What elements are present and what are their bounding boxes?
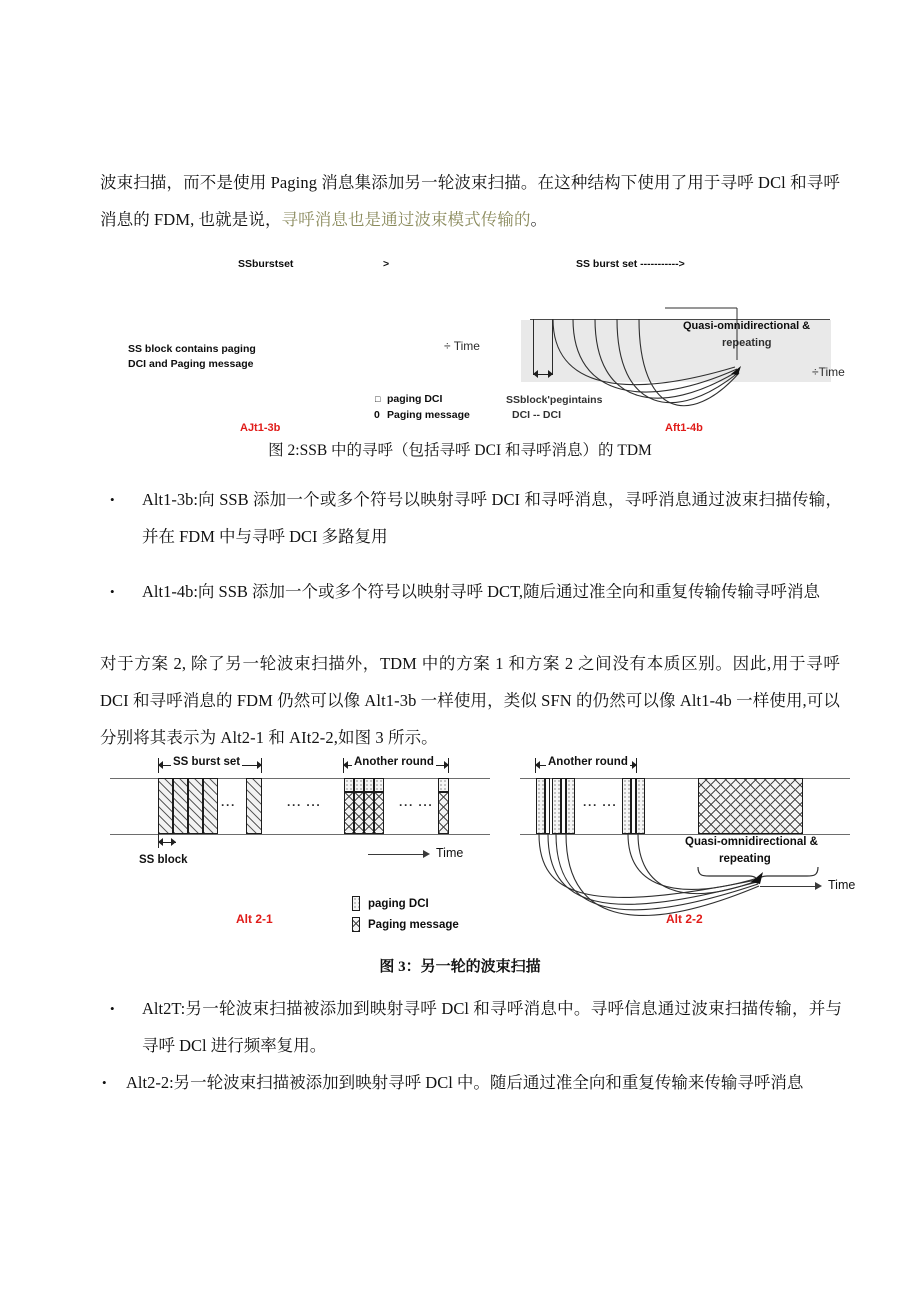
figure3-left-ssblock-3	[188, 778, 203, 834]
figure3-left-msg-1	[344, 792, 354, 834]
bullet-text: Alt1-3b:向 SSB 添加一个或多个符号以映射寻呼 DCI 和寻呼消息，寻呼消息通过波束扫描传输，并在 FDM 中与寻呼 DCI 多路复用	[142, 490, 842, 546]
figure3-legend-1-swatch	[352, 917, 360, 932]
figure3-left-msg-4	[374, 792, 384, 834]
figure3-left-rail-bottom	[110, 834, 490, 835]
bullet-item-alt1-3b	[100, 481, 842, 555]
figure2-legend-0-label: paging DCI	[387, 393, 443, 405]
figure3-legend-0-label: paging DCI	[368, 898, 429, 910]
figure3-left-anotherround-label: Another round	[354, 756, 434, 768]
figure2-right-note-line1: SSblock'pegintains	[506, 394, 603, 406]
figure3-left-ssblock-label: SS block	[139, 854, 188, 866]
paragraph-1-part-a: 波束扫描，而不是使用 Paging 消息集添加另一轮波束扫描。在这种结构下使用了用于寻呼 DCl 和寻呼消息的 FDM, 也就是说，	[100, 173, 840, 229]
bullet-marker: •	[102, 1075, 107, 1090]
figure3-left-ssblock-4	[203, 778, 218, 834]
bullet-marker: •	[110, 584, 115, 599]
paragraph-2: 对于方案 2, 除了另一轮波束扫描外，TDM 中的方案 1 和方案 2 之间没有本质区别。因此,用于寻呼 DCI 和寻呼消息的 FDM 仍然可以像 Alt1-3b 一样使用，类似 SFN 的仍然可以像 Alt1-4b 一样使用,可以分别将其表示为 Alt2-1 和 AIt2-2,如图 3 所示。	[100, 654, 840, 747]
figure3-left-ellipsis-3: ··· ···	[399, 798, 434, 812]
figure3-right-beam-label-line1: Quasi-omnidirectional &	[685, 836, 818, 848]
figure3-left-time-label: Time	[436, 846, 464, 860]
figure3-left-msg-last	[438, 792, 449, 834]
figure2-left-note-line1: SS block contains paging	[128, 343, 256, 355]
figure2-right-note-line2: DCI -- DCI	[512, 409, 561, 421]
figure3-right-beam-label-line2: repeating	[719, 853, 771, 865]
figure3-left-dci-4	[374, 778, 384, 792]
figure3-left-ssblock-span	[158, 838, 176, 847]
figure3-right-alt-label: Alt 2-2	[666, 912, 703, 926]
figure3-left-alt-label: Alt 2-1	[236, 912, 273, 926]
figure2-right-time-label: ÷Time	[812, 365, 845, 379]
bullet-marker: •	[110, 492, 115, 507]
figure3-left-dci-3	[364, 778, 374, 792]
bullet-text: Alt2-2:另一轮波束扫描被添加到映射寻呼 DCl 中。随后通过准全向和重复传输来传输寻呼消息	[126, 1073, 804, 1092]
figure3-left-msg-3	[364, 792, 374, 834]
figure2-right-top-label: SS burst set ----------->	[576, 258, 685, 270]
figure2-legend-0-symbol: □	[375, 394, 381, 404]
bullet-text: Alt2T:另一轮波束扫描被添加到映射寻呼 DCl 和寻呼消息中。寻呼信息通过波束扫描传输，并与寻呼 DCl 进行频率复用。	[142, 999, 842, 1055]
figure-2	[0, 248, 920, 438]
figure3-right-time-arrow	[760, 881, 822, 891]
figure2-left-top-arrow: >	[383, 258, 390, 270]
figure3-left-ssblock-guide	[158, 834, 159, 848]
figure2-left-top-label: SSburstset	[238, 258, 294, 270]
bullet-list-1	[100, 481, 842, 610]
figure3-left-dci-1	[344, 778, 354, 792]
figure3-left-dci-last	[438, 778, 449, 792]
figure-2-caption: 图 2:SSB 中的寻呼（包括寻呼 DCI 和寻呼消息）的 TDM	[268, 442, 652, 459]
figure3-right-time-label: Time	[828, 878, 856, 892]
figure3-left-ssburst-label: SS burst set	[173, 756, 241, 768]
bullet-list-2	[100, 990, 842, 1101]
figure2-left-time-label: ÷ Time	[444, 339, 480, 353]
bullet-item-alt2-2	[100, 1064, 842, 1101]
figure3-right-ellipsis: ··· ···	[583, 798, 618, 812]
figure2-left-note-line2: DCI and Paging message	[128, 358, 254, 370]
figure2-legend-1-label: Paging message	[387, 409, 470, 421]
bullet-item-alt1-4b	[100, 573, 842, 610]
figure3-left-dci-2	[354, 778, 364, 792]
bullet-item-alt2-1	[100, 990, 842, 1064]
figure2-right-beam-label-line2: repeating	[722, 337, 772, 349]
figure-3	[0, 748, 920, 953]
figure3-left-msg-2	[354, 792, 364, 834]
bullet-marker: •	[110, 1001, 115, 1016]
figure3-legend-0-swatch	[352, 896, 360, 911]
figure3-left-ellipsis-2: ··· ···	[287, 798, 322, 812]
figure2-legend-1-symbol: 0	[374, 409, 380, 421]
figure2-left-alt-label: AJt1-3b	[240, 422, 281, 434]
paragraph-1	[100, 164, 840, 238]
paragraph-1-highlight: 寻呼消息也是通过波束模式传输的	[281, 210, 531, 229]
figure3-left-ssblock-1	[158, 778, 173, 834]
figure3-left-ssblock-5	[246, 778, 262, 834]
figure2-right-beam-label-line1: Quasi-omnidirectional &	[683, 320, 811, 332]
bullet-text: Alt1-4b:向 SSB 添加一个或多个符号以映射寻呼 DCT,随后通过准全向和重复传输传输寻呼消息	[142, 582, 821, 601]
figure3-left-ssblock-2	[173, 778, 188, 834]
figure2-right-alt-label: Aft1-4b	[665, 422, 703, 434]
figure3-legend-1-label: Paging message	[368, 919, 459, 931]
paragraph-1-part-b: 。	[530, 210, 548, 229]
figure-3-caption: 图 3：另一轮的波束扫描	[379, 959, 541, 975]
figure3-right-anotherround-label: Another round	[548, 756, 628, 768]
figure3-left-ellipsis-1: ···	[221, 798, 236, 812]
figure3-left-time-arrow	[368, 849, 430, 859]
